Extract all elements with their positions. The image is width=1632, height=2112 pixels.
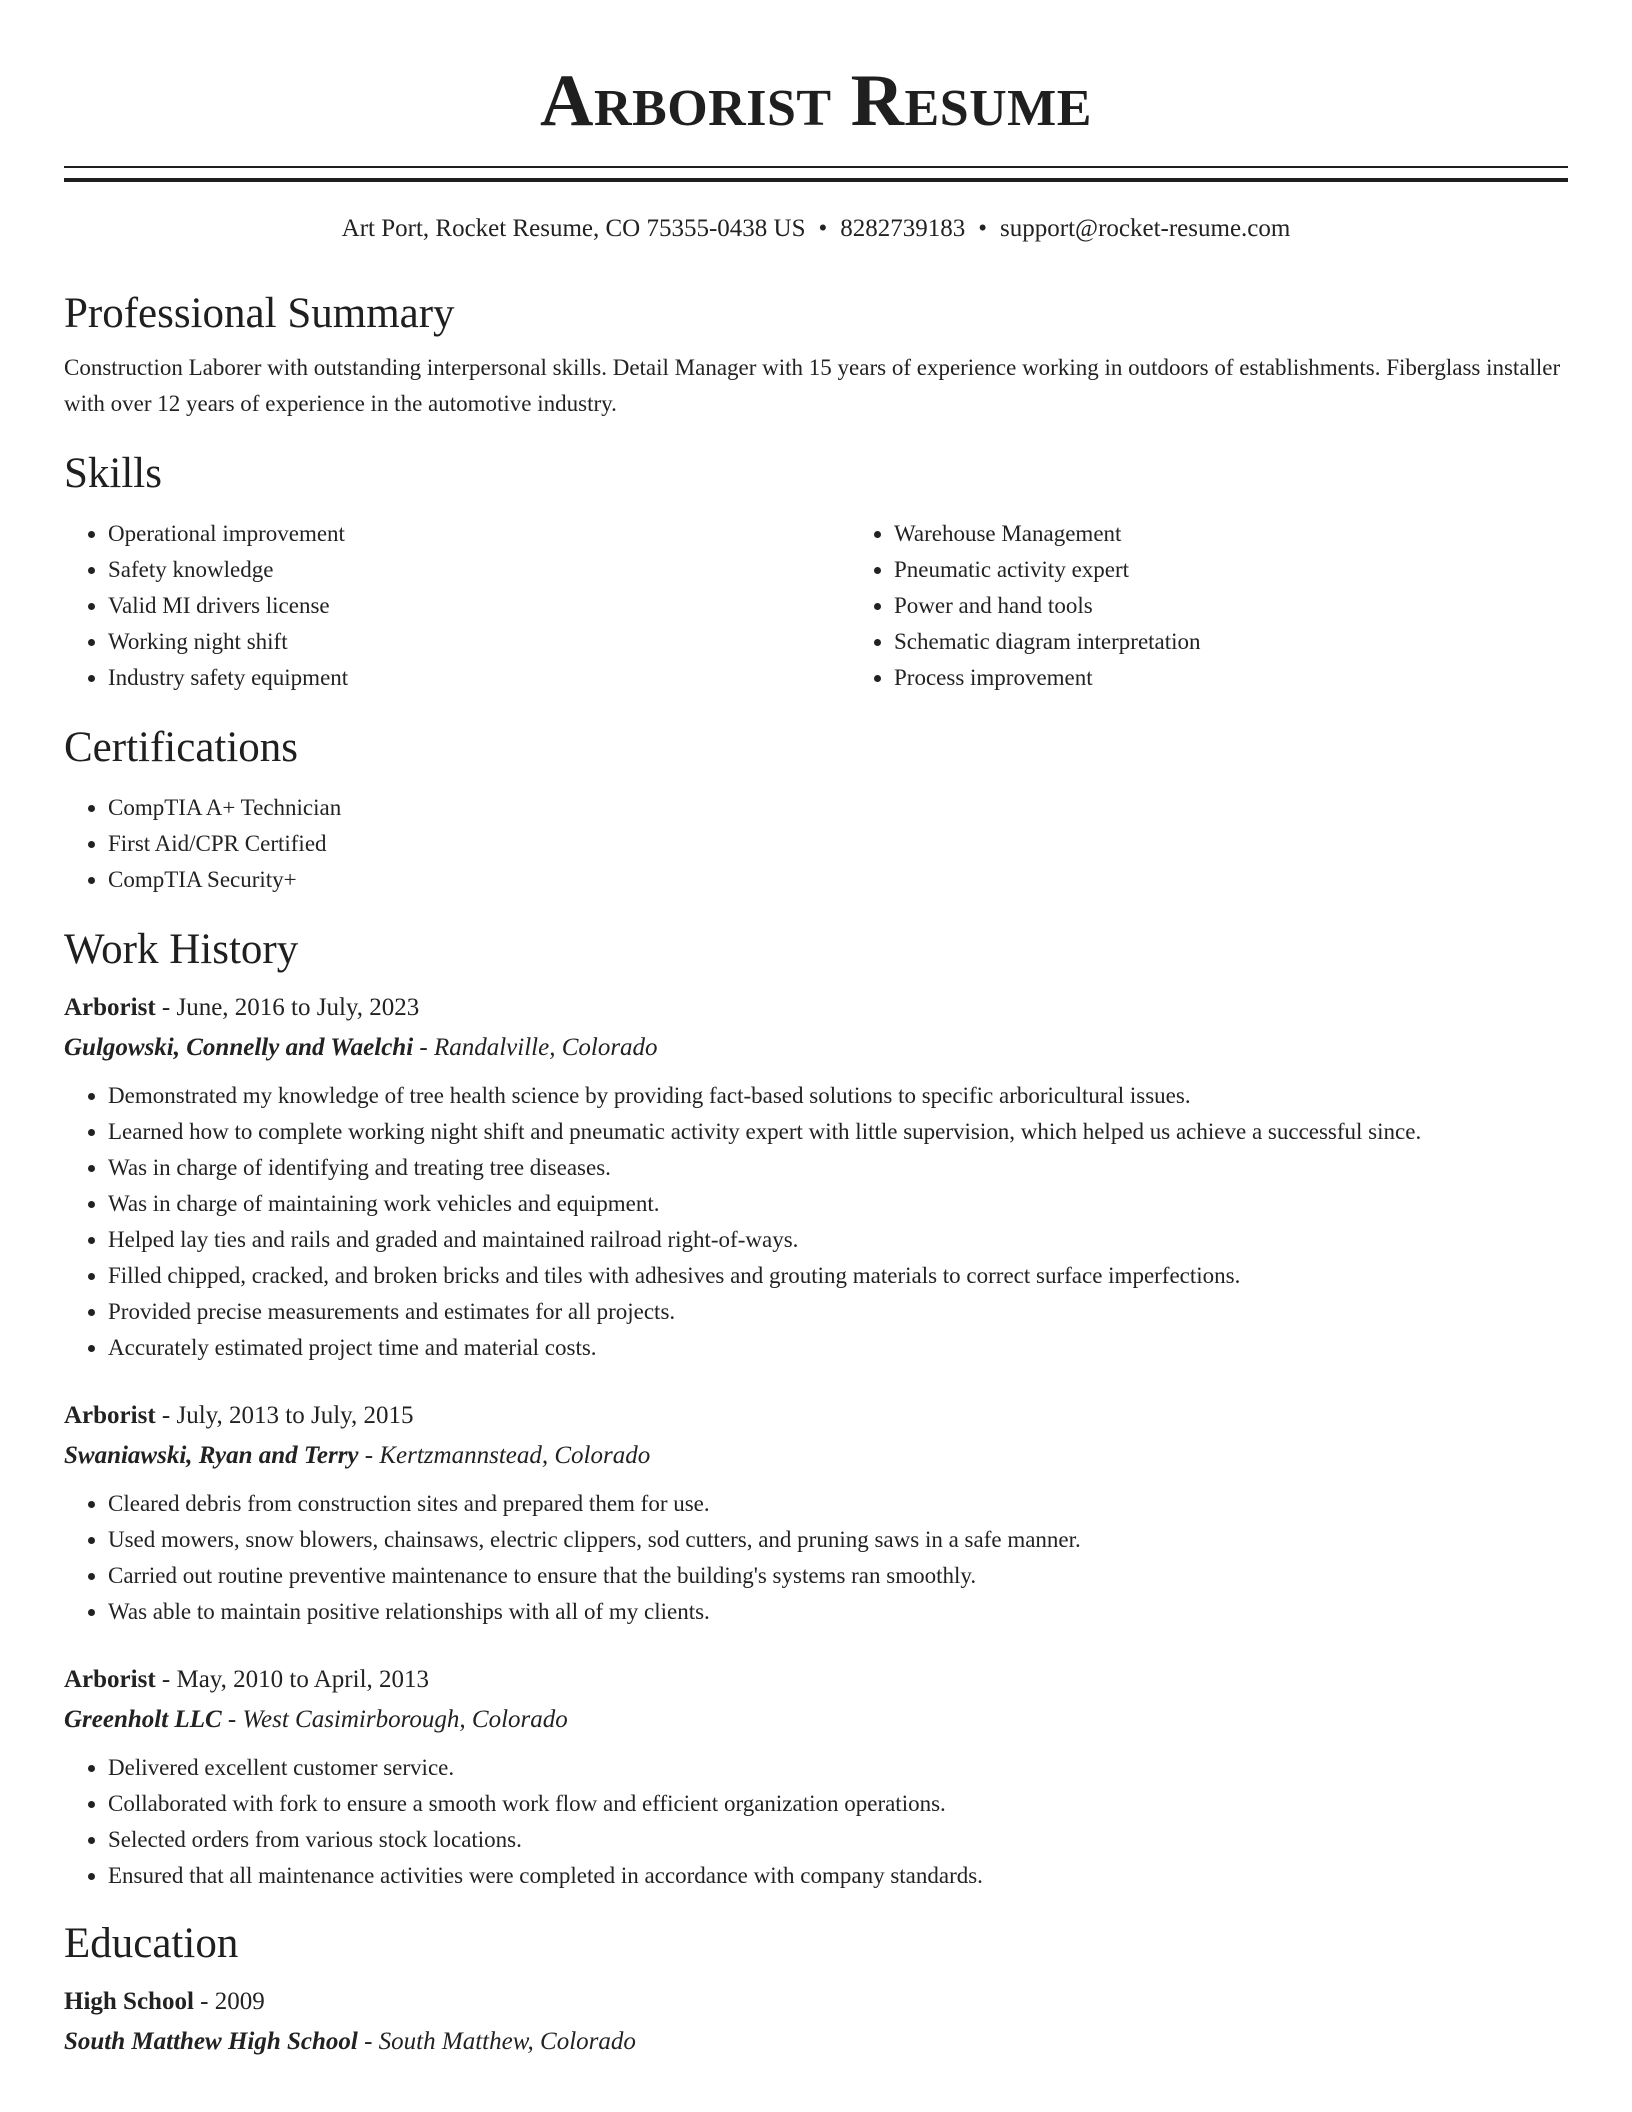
job-location: - Randalville, Colorado <box>413 1034 658 1061</box>
skill-item: • Industry safety equipment <box>108 660 850 696</box>
job-company-line <box>64 1700 1568 1740</box>
job-location: - West Casimirborough, Colorado <box>221 1706 568 1733</box>
education-entry <box>64 1982 1568 2062</box>
job-bullet: • Helped lay ties and rails and graded and maintained railroad right-of-ways. <box>108 1222 1568 1258</box>
education-year: - 2009 <box>193 1988 265 2015</box>
job-bullet: • Delivered excellent customer service. <box>108 1750 1568 1786</box>
education-school-line <box>64 2022 1568 2062</box>
education-degree-line <box>64 1982 1568 2022</box>
job-bullet: • Learned how to complete working night shift and pneumatic activity expert with little supervision, which helped us achieve a successful since. <box>108 1114 1568 1150</box>
job-bullet: • Selected orders from various stock locations. <box>108 1822 1568 1858</box>
job-bullet: • Was in charge of identifying and treating tree diseases. <box>108 1150 1568 1186</box>
job-bullet: • Filled chipped, cracked, and broken bricks and tiles with adhesives and grouting materials to correct surface imperfections. <box>108 1258 1568 1294</box>
contact-email: support@rocket-resume.com <box>1000 215 1291 242</box>
job-bullet: • Carried out routine preventive maintenance to ensure that the building's systems ran smoothly. <box>108 1558 1568 1594</box>
resume-title: Arborist Resume <box>540 60 1092 142</box>
title-double-rule <box>64 166 1568 182</box>
job-bullet: • Provided precise measurements and estimates for all projects. <box>108 1294 1568 1330</box>
certification-item: • CompTIA Security+ <box>108 862 1568 898</box>
contact-separator: • <box>978 215 988 242</box>
skill-item: • Valid MI drivers license <box>108 588 850 624</box>
job-company: Greenholt LLC <box>64 1706 222 1733</box>
job-bullet: • Was able to maintain positive relationships with all of my clients. <box>108 1594 1568 1630</box>
job-location: - Kertzmannstead, Colorado <box>358 1442 651 1469</box>
job-title: Arborist <box>64 994 156 1021</box>
skills-columns <box>64 516 1568 696</box>
job-title-line <box>64 1660 1568 1700</box>
skill-item: • Schematic diagram interpretation <box>894 624 1568 660</box>
certifications-heading: Certifications <box>64 724 299 771</box>
job-company-line <box>64 1028 1568 1068</box>
summary-heading: Professional Summary <box>64 290 455 337</box>
work-history-heading: Work History <box>64 926 299 973</box>
job-title-line <box>64 1396 1568 1436</box>
job-entry <box>64 1660 1568 1894</box>
certification-item: • First Aid/CPR Certified <box>108 826 1568 862</box>
skill-item: • Power and hand tools <box>894 588 1568 624</box>
job-title: Arborist <box>64 1666 156 1693</box>
resume-page <box>64 0 1568 2112</box>
skill-item: • Process improvement <box>894 660 1568 696</box>
skill-item: • Pneumatic activity expert <box>894 552 1568 588</box>
job-dates: - May, 2010 to April, 2013 <box>155 1666 430 1693</box>
contact-separator: • <box>818 215 828 242</box>
education-school: South Matthew High School <box>64 2028 358 2055</box>
skills-left-list <box>64 516 850 696</box>
job-bullet: • Ensured that all maintenance activities were completed in accordance with company standards. <box>108 1858 1568 1894</box>
job-bullet: • Cleared debris from construction sites and prepared them for use. <box>108 1486 1568 1522</box>
job-bullets <box>64 1078 1568 1366</box>
job-company-line <box>64 1436 1568 1476</box>
job-title: Arborist <box>64 1402 156 1429</box>
contact-line <box>64 213 1568 245</box>
skill-item: • Operational improvement <box>108 516 850 552</box>
summary-text: Construction Laborer with outstanding interpersonal skills. Detail Manager with 15 years of experience working in outdoors of establishments. Fiberglass installer with over 12 years of experience in the automotive industry. <box>64 355 1561 416</box>
job-bullet: • Was in charge of maintaining work vehicles and equipment. <box>108 1186 1568 1222</box>
skill-item: • Safety knowledge <box>108 552 850 588</box>
skill-item: • Working night shift <box>108 624 850 660</box>
job-bullet: • Demonstrated my knowledge of tree health science by providing fact-based solutions to specific arboricultural issues. <box>108 1078 1568 1114</box>
job-bullets <box>64 1750 1568 1894</box>
job-entry <box>64 1396 1568 1630</box>
job-title-line <box>64 988 1568 1028</box>
certification-item: • CompTIA A+ Technician <box>108 790 1568 826</box>
job-bullet: • Used mowers, snow blowers, chainsaws, electric clippers, sod cutters, and pruning saws in a safe manner. <box>108 1522 1568 1558</box>
education-location: - South Matthew, Colorado <box>357 2028 636 2055</box>
contact-phone: 8282739183 <box>840 215 966 242</box>
job-company: Swaniawski, Ryan and Terry <box>64 1442 359 1469</box>
job-dates: - July, 2013 to July, 2015 <box>155 1402 414 1429</box>
skills-heading: Skills <box>64 450 162 497</box>
job-bullet: • Accurately estimated project time and material costs. <box>108 1330 1568 1366</box>
job-entry <box>64 988 1568 1366</box>
certifications-list <box>64 790 1568 898</box>
education-degree: High School <box>64 1988 194 2015</box>
job-bullet: • Collaborated with fork to ensure a smooth work flow and efficient organization operations. <box>108 1786 1568 1822</box>
skill-item: • Warehouse Management <box>894 516 1568 552</box>
skills-right-list <box>850 516 1568 696</box>
contact-address: Art Port, Rocket Resume, CO 75355-0438 US <box>341 215 806 242</box>
job-company: Gulgowski, Connelly and Waelchi <box>64 1034 414 1061</box>
job-bullets <box>64 1486 1568 1630</box>
job-dates: - June, 2016 to July, 2023 <box>155 994 420 1021</box>
education-heading: Education <box>64 1920 239 1967</box>
